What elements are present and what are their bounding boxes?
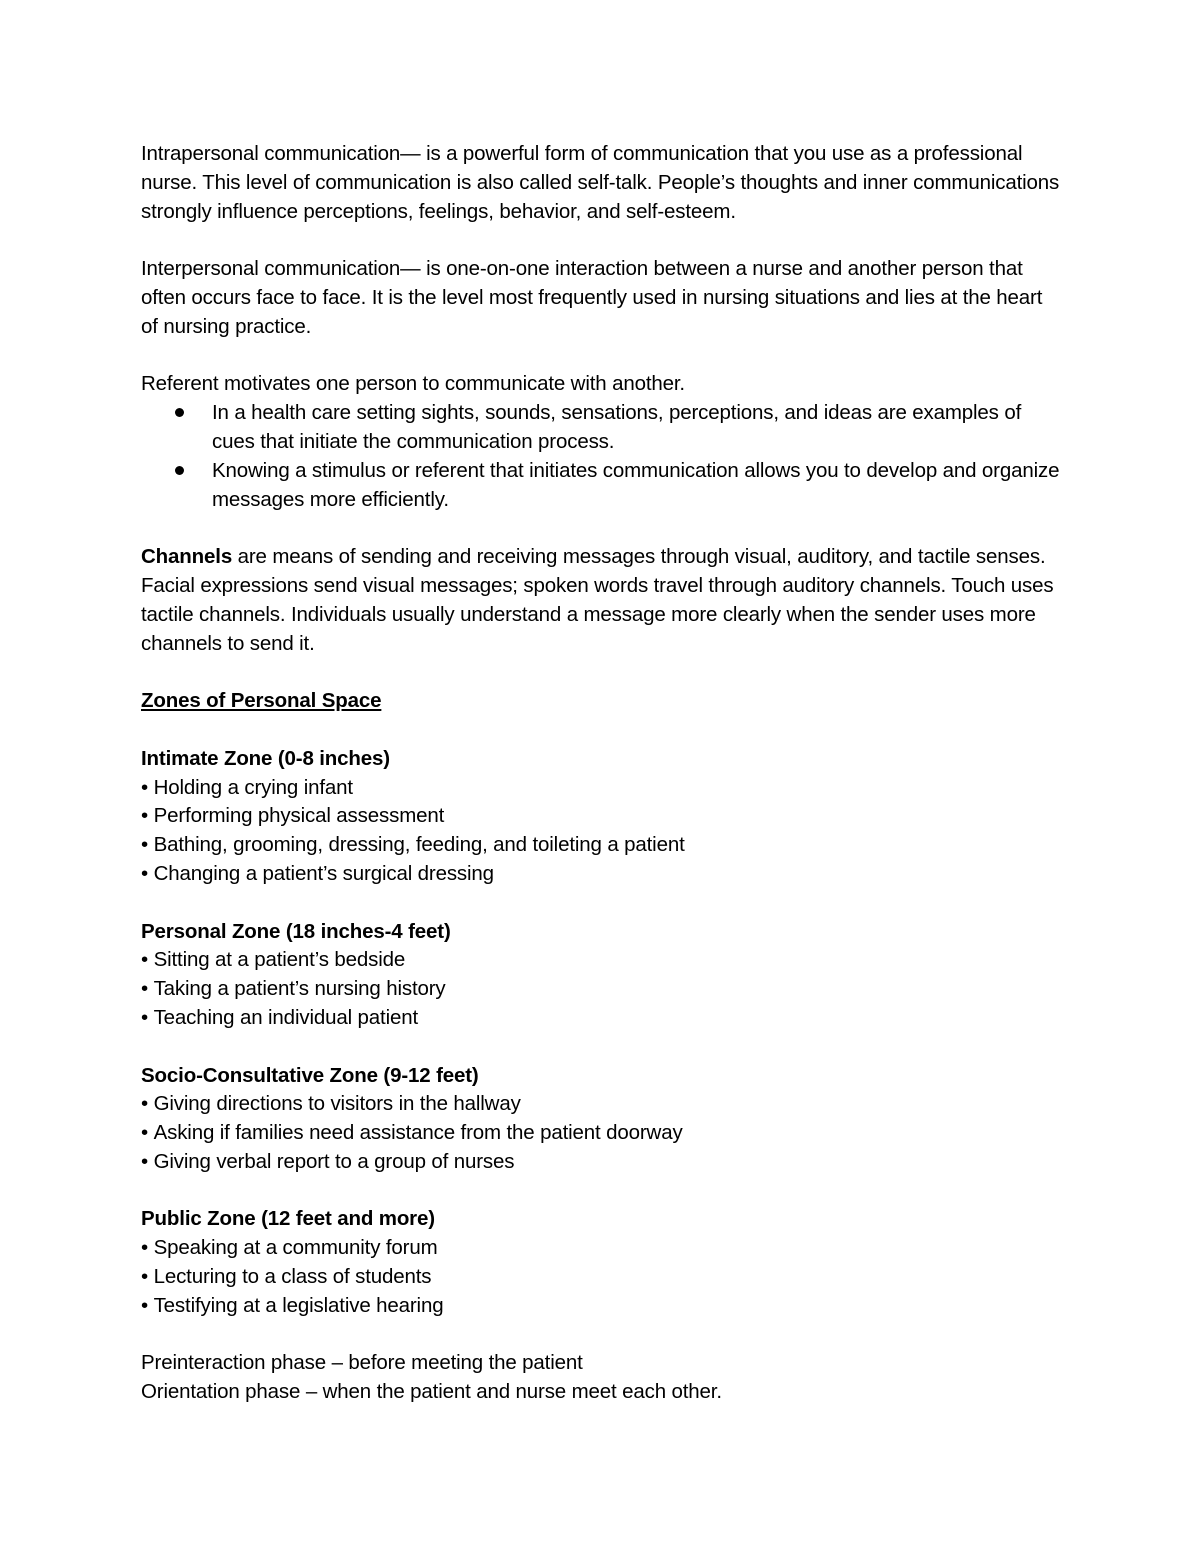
zone-personal	[141, 918, 1061, 1033]
zone-public	[141, 1205, 1061, 1320]
channels-term: Channels	[141, 545, 233, 569]
referent-bullet-item	[141, 457, 1061, 515]
bullet-icon	[175, 408, 184, 417]
channels-definition: are means of sending and receiving messages through visual, auditory, and tactile senses. Facial expressions send visual messages; spoken words travel through auditory channels. Touch uses tactile channels. Individuals usually understand a message more clearly when the sender uses more channels to send it.	[141, 545, 1054, 655]
zone-list-item: • Taking a patient’s nursing history	[141, 975, 1061, 1004]
zone-list-item: • Giving directions to visitors in the hallway	[141, 1090, 1061, 1119]
zone-list-item: • Bathing, grooming, dressing, feeding, and toileting a patient	[141, 831, 1061, 860]
zone-list-item: • Performing physical assessment	[141, 802, 1061, 831]
referent-paragraph: Referent motivates one person to communicate with another.	[141, 372, 685, 396]
zone-intimate	[141, 745, 1061, 889]
spacer	[141, 342, 1061, 371]
referent-bullet-text: Knowing a stimulus or referent that initiates communication allows you to develop and organize messages more efficiently.	[212, 458, 1060, 511]
zone-list-item: • Holding a crying infant	[141, 774, 1061, 803]
zone-list-item: • Sitting at a patient’s bedside	[141, 946, 1061, 975]
zone-heading: Public Zone (12 feet and more)	[141, 1207, 435, 1231]
zone-list-item: • Speaking at a community forum	[141, 1234, 1061, 1263]
zone-list-item: • Asking if families need assistance from the patient doorway	[141, 1119, 1061, 1148]
phase-line: Orientation phase – when the patient and nurse meet each other.	[141, 1380, 722, 1404]
bullet-icon	[175, 466, 184, 475]
zone-list-item: • Lecturing to a class of students	[141, 1263, 1061, 1292]
spacer	[141, 889, 1061, 918]
zone-list-item: • Giving verbal report to a group of nurses	[141, 1148, 1061, 1177]
zone-socio-consultative	[141, 1062, 1061, 1177]
zones-section-title: Zones of Personal Space	[141, 689, 382, 713]
spacer	[141, 1177, 1061, 1206]
spacer	[141, 1033, 1061, 1062]
zone-heading: Personal Zone (18 inches-4 feet)	[141, 919, 451, 943]
interpersonal-paragraph: Interpersonal communication— is one-on-one interaction between a nurse and another person that often occurs face to face. It is the level most frequently used in nursing situations and lies at the heart of nursing practice.	[141, 257, 1043, 338]
spacer	[141, 226, 1061, 255]
phase-line: Preinteraction phase – before meeting the patient	[141, 1351, 583, 1375]
channels-paragraph	[141, 543, 1061, 658]
referent-bullet-item	[141, 399, 1061, 457]
zone-heading: Intimate Zone (0-8 inches)	[141, 746, 390, 770]
zone-list-item: • Teaching an individual patient	[141, 1004, 1061, 1033]
spacer	[141, 658, 1061, 687]
intrapersonal-paragraph: Intrapersonal communication— is a powerful form of communication that you use as a professional nurse. This level of communication is also called self-talk. People’s thoughts and inner communications strongly influence perceptions, feelings, behavior, and self-esteem.	[141, 142, 1060, 223]
spacer	[141, 716, 1061, 745]
spacer	[141, 1321, 1061, 1350]
zone-heading: Socio-Consultative Zone (9-12 feet)	[141, 1063, 479, 1087]
referent-bullet-text: In a health care setting sights, sounds, sensations, perceptions, and ideas are examples of cues that initiate the communication process.	[212, 401, 1022, 453]
document-page	[141, 140, 1061, 1407]
spacer	[141, 514, 1061, 543]
zone-list-item: • Testifying at a legislative hearing	[141, 1292, 1061, 1321]
referent-bullet-list	[141, 399, 1061, 514]
zone-list-item: • Changing a patient’s surgical dressing	[141, 860, 1061, 889]
